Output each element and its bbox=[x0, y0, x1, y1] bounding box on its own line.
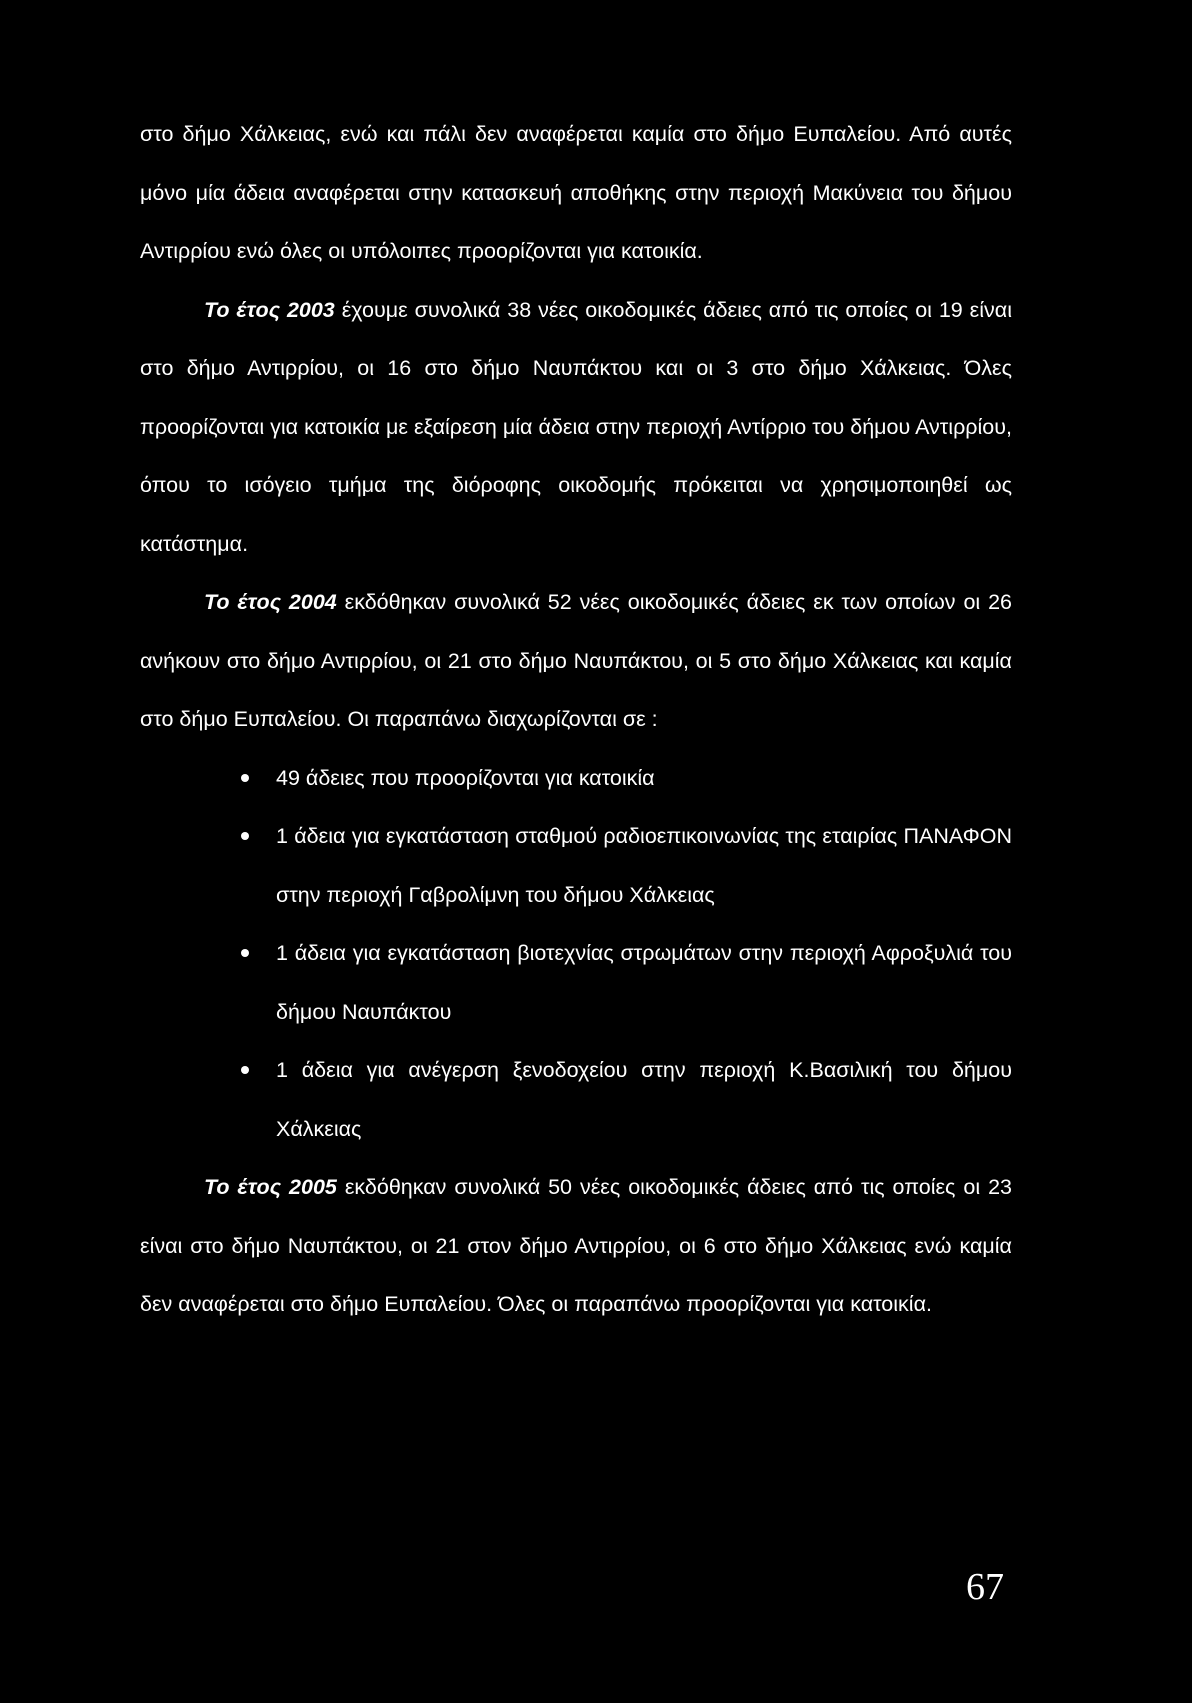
year-2005-lead: Το έτος 2005 bbox=[204, 1175, 337, 1199]
paragraph-1-text: στο δήμο Χάλκειας, ενώ και πάλι δεν αναφέρεται καμία στο δήμο Ευπαλείου. Από αυτές μόνο μία άδεια αναφέρεται στην κατασκευή αποθήκης στην περιοχή Μακύνεια του δήμου Αντιρρίου ενώ όλες οι υπόλοιπες προορίζονται για κατοικία. bbox=[140, 122, 1012, 263]
list-item-text: 1 άδεια για εγκατάσταση σταθμού ραδιοεπικοινωνίας της εταιρίας ΠΑΝΑΦΟΝ στην περιοχή Γαβρολίμνη του δήμου Χάλκειας bbox=[276, 824, 1012, 907]
bullet-icon bbox=[241, 1066, 249, 1074]
body-text bbox=[140, 105, 1012, 1334]
paragraph-2004 bbox=[140, 573, 1012, 749]
bullet-icon bbox=[241, 949, 249, 957]
list-item bbox=[140, 1041, 1012, 1158]
year-2003-lead: Το έτος 2003 bbox=[204, 297, 335, 322]
paragraph-2003-text: έχουμε συνολικά 38 νέες οικοδομικές άδειες από τις οποίες οι 19 είναι στο δήμο Αντιρρίου, οι 16 στο δήμο Ναυπάκτου και οι 3 στο δήμο Χάλκειας. Όλες προορίζονται για κατοικία με εξαίρεση μία άδεια στην περιοχή Αντίρριο του δήμου Αντιρρίου, όπου το ισόγειο τμήμα της διόροφης οικοδομής πρόκειται να χρησιμοποιηθεί ως κατάστημα. bbox=[140, 297, 1012, 556]
list-item bbox=[140, 807, 1012, 924]
paragraph-2004-text: εκδόθηκαν συνολικά 52 νέες οικοδομικές άδειες εκ των οποίων οι 26 ανήκουν στο δήμο Αντιρρίου, οι 21 στο δήμο Ναυπάκτου, οι 5 στο δήμο Χάλκειας και καμία στο δήμο Ευπαλείου. Οι παραπάνω διαχωρίζονται σε : bbox=[140, 590, 1012, 731]
paragraph-2005 bbox=[140, 1158, 1012, 1334]
paragraph-1 bbox=[140, 105, 1012, 281]
list-item bbox=[140, 749, 1012, 808]
list-item bbox=[140, 924, 1012, 1041]
permit-breakdown-list bbox=[140, 749, 1012, 1159]
list-item-text: 1 άδεια για εγκατάσταση βιοτεχνίας στρωμάτων στην περιοχή Αφροξυλιά του δήμου Ναυπάκτου bbox=[276, 941, 1012, 1024]
page-number: 67 bbox=[966, 1566, 1004, 1608]
bullet-icon bbox=[241, 774, 249, 782]
paragraph-2003 bbox=[140, 281, 1012, 574]
paragraph-2005-text: εκδόθηκαν συνολικά 50 νέες οικοδομικές άδειες από τις οποίες οι 23 είναι στο δήμο Ναυπάκτου, οι 21 στον δήμο Αντιρρίου, οι 6 στο δήμο Χάλκειας ενώ καμία δεν αναφέρεται στο δήμο Ευπαλείου. Όλες οι παραπάνω προορίζονται για κατοικία. bbox=[140, 1175, 1012, 1316]
list-item-text: 49 άδειες που προορίζονται για κατοικία bbox=[276, 765, 655, 790]
year-2004-lead: Το έτος 2004 bbox=[204, 590, 337, 614]
list-item-text: 1 άδεια για ανέγερση ξενοδοχείου στην περιοχή Κ.Βασιλική του δήμου Χάλκειας bbox=[276, 1058, 1012, 1141]
bullet-icon bbox=[241, 832, 249, 840]
